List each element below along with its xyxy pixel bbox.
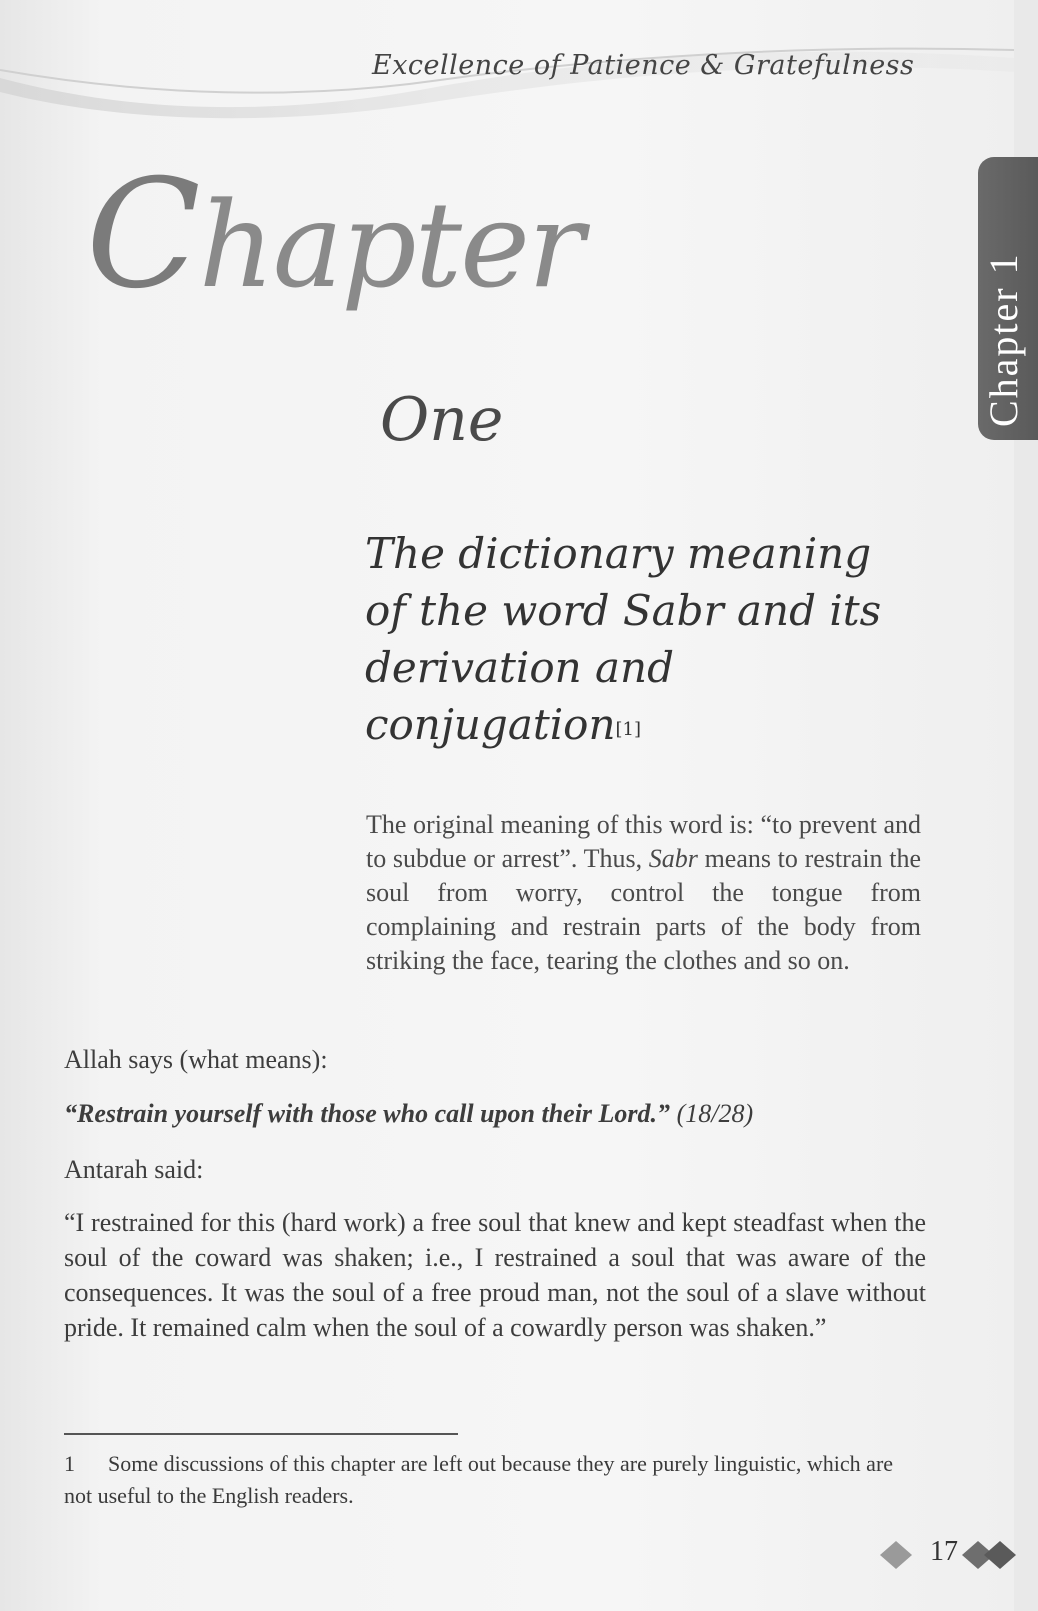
intro-part-2: means to restrain the soul from worry, control the tongue from complaining and restrain parts of the body from striking the face, tearing the clothes and so on. [366,844,921,975]
running-head: Excellence of Patience & Gratefulness [372,50,915,81]
section-title [365,525,885,758]
quran-verse [64,1096,926,1131]
footnote [64,1448,926,1512]
chapter-number-word: One [380,385,504,455]
page-number-area [878,1530,1014,1580]
chapter-heading-initial: C [86,148,199,322]
intro-paragraph [366,808,921,978]
antarah-quote: “I restrained for this (hard work) a free soul that knew and kept steadfast when the soul of the coward was shaken; i.e., I restrained a soul that was aware of the consequences. It was the soul of a free proud man, not the soul of a slave without pride. It remained calm when the soul of a cowardly person was shaken.” [64,1208,926,1342]
intro-emphasis: Sabr [648,844,698,873]
section-title-footnote-ref: [1] [615,719,642,740]
footnote-text: Some discussions of this chapter are left out because they are purely linguistic, which are not useful to the English readers. [64,1451,894,1508]
chapter-heading-rest: hapter [198,176,583,314]
intro-part-1: The original meaning of this word is: “to prevent and to subdue or arrest”. Thus, [366,810,921,873]
allah-says-line: Allah says (what means): [64,1045,328,1074]
chapter-tab-label: Chapter 1 [981,252,1026,427]
section-title-text: The dictionary meaning of the word Sabr and its derivation and conjugation [365,529,882,749]
chapter-tab [978,157,1038,440]
page-number: 17 [930,1536,958,1567]
footnote-divider [64,1433,458,1435]
antarah-said-line: Antarah said: [64,1155,204,1184]
verse-text: “Restrain yourself with those who call upon their Lord.” [64,1099,671,1128]
verse-reference: (18/28) [670,1099,754,1128]
chapter-heading-word [86,148,583,322]
footnote-number: 1 [64,1451,75,1476]
